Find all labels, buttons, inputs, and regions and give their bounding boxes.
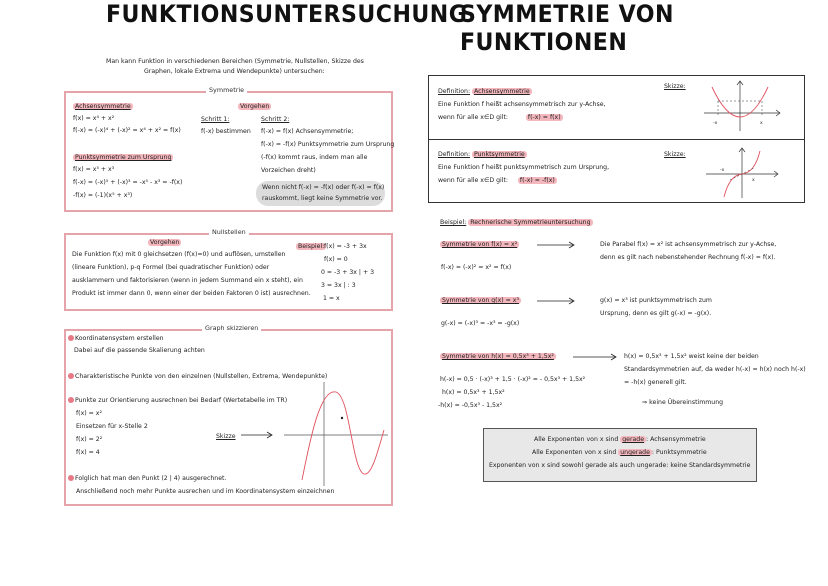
cubic-sketch-point-symmetry [702, 145, 782, 200]
intro-line-1: Man kann Funktion in verschiedenen Bereichen (Symmetrie, Nullstellen, Skizze des [106, 58, 364, 65]
ex1-heading: Symmetrie von f(x) = x² [442, 241, 518, 248]
ex1-result-1: Die Parabel f(x) = x² ist achsensymmetrisch zur y-Achse, [600, 241, 777, 248]
intro-line-2: Graphen, lokale Extrema und Wendepunkte) untersuchen: [144, 68, 325, 75]
note-line-1: Wenn nicht f(-x) = -f(x) oder f(-x) = f(x) [262, 184, 385, 191]
summary-1a: Alle Exponenten von x sind [534, 436, 619, 443]
nullstellen-label: Nullstellen [209, 228, 249, 236]
summary-1c: : Achsensymmetrie [646, 436, 706, 443]
achsensymmetrie-heading: Achsensymmetrie [75, 103, 131, 110]
punkt-line-2: f(-x) = (-x)⁵ + (-x)³ = -x⁵ - x³ = -f(x) [73, 179, 183, 186]
step-3-line-4: f(x) = 2² [76, 436, 103, 443]
def2-formula: f(-x) = -f(x) [519, 177, 555, 184]
left-page-title: FUNKTIONSUNTERSUCHUNG [106, 0, 468, 28]
ex3-calc-1: h(-x) = 0,5 · (-x)³ + 1,5 · (-x)² = - 0,5x³ + 1,5x² [440, 376, 586, 383]
schritt2-line-3: (-f(x) kommt raus, indem man alle [261, 154, 368, 161]
beispiel-heading: Rechnerische Symmetrieuntersuchung [470, 219, 591, 226]
graph-skizze-label: Skizze [216, 433, 236, 440]
cubic-curve [302, 392, 384, 480]
step-2-marker [68, 373, 74, 379]
parabola-sketch [702, 79, 782, 135]
punkt-line-3: -f(x) = (-1)(x⁵ + x³) [73, 192, 133, 199]
ex1-result-2: denn es gilt nach nebenstehender Rechnung f(-x) = f(x). [600, 254, 776, 261]
ex3-arrow [572, 353, 618, 361]
ex1-arrow [536, 241, 576, 249]
nullstellen-beispiel-3: 0 = -3 + 3x | + 3 [321, 269, 375, 276]
right-page-title: SYMMETRIE VON FUNKTIONEN [460, 0, 674, 56]
step-4-line-2: Anschließend noch mehr Punkte ausrechen und im Koordinatensystem einzeichnen [76, 488, 335, 495]
punktsymmetrie-heading: Punktsymmetrie zum Ursprung [75, 154, 172, 161]
ex3-calc-3: -h(x) = -0,5x³ - 1,5x² [438, 402, 503, 409]
step-3-line-2: f(x) = x² [76, 410, 102, 417]
nullstellen-beispiel-2: f(x) = 0 [324, 256, 348, 263]
step-3-line-3: Einsetzen für x-Stelle 2 [76, 423, 148, 430]
achsen-line-2: f(-x) = (-x)⁴ + (-x)² = x⁴ + x² = f(x) [73, 127, 181, 134]
def2-prefix: Definition: [438, 151, 471, 158]
ex2-heading: Symmetrie von g(x) = x³ [442, 297, 519, 304]
vorgehen-heading: Vorgehen [240, 103, 270, 110]
def1-line-1: Eine Funktion f heißt achsensymmetrisch zur y-Achse, [438, 101, 606, 108]
def1-prefix: Definition: [438, 88, 471, 95]
punkt-line-1: f(x) = x⁵ + x³ [73, 166, 115, 173]
def2-line-1: Eine Funktion f heißt punktsymmetrisch zum Ursprung, [438, 164, 610, 171]
nullstellen-beispiel-4: 3 = 3x | : 3 [321, 282, 356, 289]
def2-skizze: Skizze: [664, 151, 686, 158]
def2-heading: Punktsymmetrie [474, 151, 525, 158]
def1-formula: f(-x) = f(x) [527, 114, 561, 121]
beispiel-prefix: Beispiel: [440, 219, 467, 226]
nullstellen-beispiel-1: f(x) = -3 + 3x [324, 243, 367, 250]
note-line-2: rauskommt, liegt keine Symmetrie vor. [262, 195, 383, 202]
summary-1b: gerade [622, 436, 645, 443]
step-4-marker [68, 475, 74, 481]
ex3-result-4: ⇒ keine Übereinstimmung [642, 399, 724, 406]
definitions-divider [428, 139, 805, 140]
step-4-line-1: Folglich hat man den Punkt (2 | 4) ausgerechnet. [75, 475, 227, 482]
cubic-x-label: x [752, 178, 755, 183]
ex3-result-3: = -h(x) generell gilt. [624, 379, 687, 386]
step-1-line-2: Dabei auf die passende Skalierung achten [74, 347, 205, 354]
nullstellen-beispiel-5: 1 = x [323, 295, 340, 302]
nullstellen-vorgehen-heading: Vorgehen [150, 239, 180, 246]
ex1-calc: f(-x) = (-x)² = x² = f(x) [441, 264, 512, 271]
graph-label: Graph skizzieren [202, 324, 261, 332]
sketch-point [341, 417, 343, 419]
nullstellen-line-4: Produkt ist immer dann 0, wenn einer der beiden Faktoren 0 ist) ausrechnen. [72, 290, 311, 297]
step-3-line-1: Punkte zur Orientierung ausrechnen bei Bedarf (Wertetabelle im TR) [75, 397, 288, 404]
step-1-line-1: Koordinatensystem erstellen [75, 335, 164, 342]
cubic-graph-sketch [280, 380, 390, 488]
step-3-marker [68, 397, 74, 403]
schritt2-line-1: f(-x) = f(x) Achsensymmetrie; [261, 128, 354, 135]
def1-heading: Achsensymmetrie [474, 88, 530, 95]
skizze-arrow [240, 431, 274, 439]
schritt2-line-2: f(-x) = -f(x) Punktsymmetrie zum Ursprung [261, 141, 395, 148]
summary-2a: Alle Exponenten von x sind [532, 449, 617, 456]
schritt2-heading: Schritt 2: [261, 116, 290, 123]
step-2-line-1: Charakteristische Punkte von den einzelnen (Nullstellen, Extrema, Wendepunkte) [75, 373, 328, 380]
schritt1-heading: Schritt 1: [201, 116, 230, 123]
symmetrie-label: Symmetrie [206, 86, 247, 94]
step-1-marker [68, 335, 74, 341]
nullstellen-line-3: ausklammern und faktorisieren (wenn in jedem Summand ein x steht), ein [72, 277, 303, 284]
ex2-result-1: g(x) = x³ ist punktsymmetrisch zum [600, 297, 712, 304]
parabola-neg-x-label: -x [713, 121, 718, 126]
summary-3: Exponenten von x sind sowohl gerade als auch ungerade: keine Standardsymmetrie [489, 462, 751, 469]
def1-skizze: Skizze: [664, 83, 686, 90]
nullstellen-line-1: Die Funktion f(x) mit 0 gleichsetzen (f(x)=0) und auflösen, umstellen [72, 251, 286, 258]
summary-2c: : Punktsymmetrie [651, 449, 707, 456]
schritt1-text: f(-x) bestimmen [201, 128, 251, 135]
nullstellen-beispiel-label: Beispiel: [298, 243, 325, 250]
ex3-result-1: h(x) = 0,5x³ + 1,5x² weist keine der beiden [624, 353, 759, 360]
achsen-line-1: f(x) = x⁴ + x² [73, 115, 115, 122]
ex2-arrow [536, 297, 576, 305]
ex3-result-2: Standardsymmetrien auf, da weder h(-x) = h(x) noch h(-x) [624, 366, 806, 373]
ex2-result-2: Ursprung, denn es gilt g(-x) = -g(x). [600, 310, 712, 317]
ex2-calc: g(-x) = (-x)³ = -x³ = -g(x) [441, 320, 520, 327]
parabola-x-label: x [760, 121, 763, 126]
def1-line-2: wenn für alle x∈D gilt: [438, 114, 508, 121]
cubic-neg-x-label: -x [720, 168, 725, 173]
nullstellen-line-2: (lineare Funktion), p-q Formel (bei quadratischer Funktion) oder [72, 264, 270, 271]
schritt2-line-4: Vorzeichen dreht) [261, 167, 316, 174]
ex3-heading: Symmetrie von h(x) = 0,5x³ + 1,5x² [442, 353, 554, 360]
step-3-line-5: f(x) = 4 [76, 449, 100, 456]
ex3-calc-2: h(x) = 0,5x³ + 1,5x² [442, 389, 505, 396]
summary-2b: ungerade [620, 449, 650, 456]
def2-line-2: wenn für alle x∈D gilt: [438, 177, 508, 184]
